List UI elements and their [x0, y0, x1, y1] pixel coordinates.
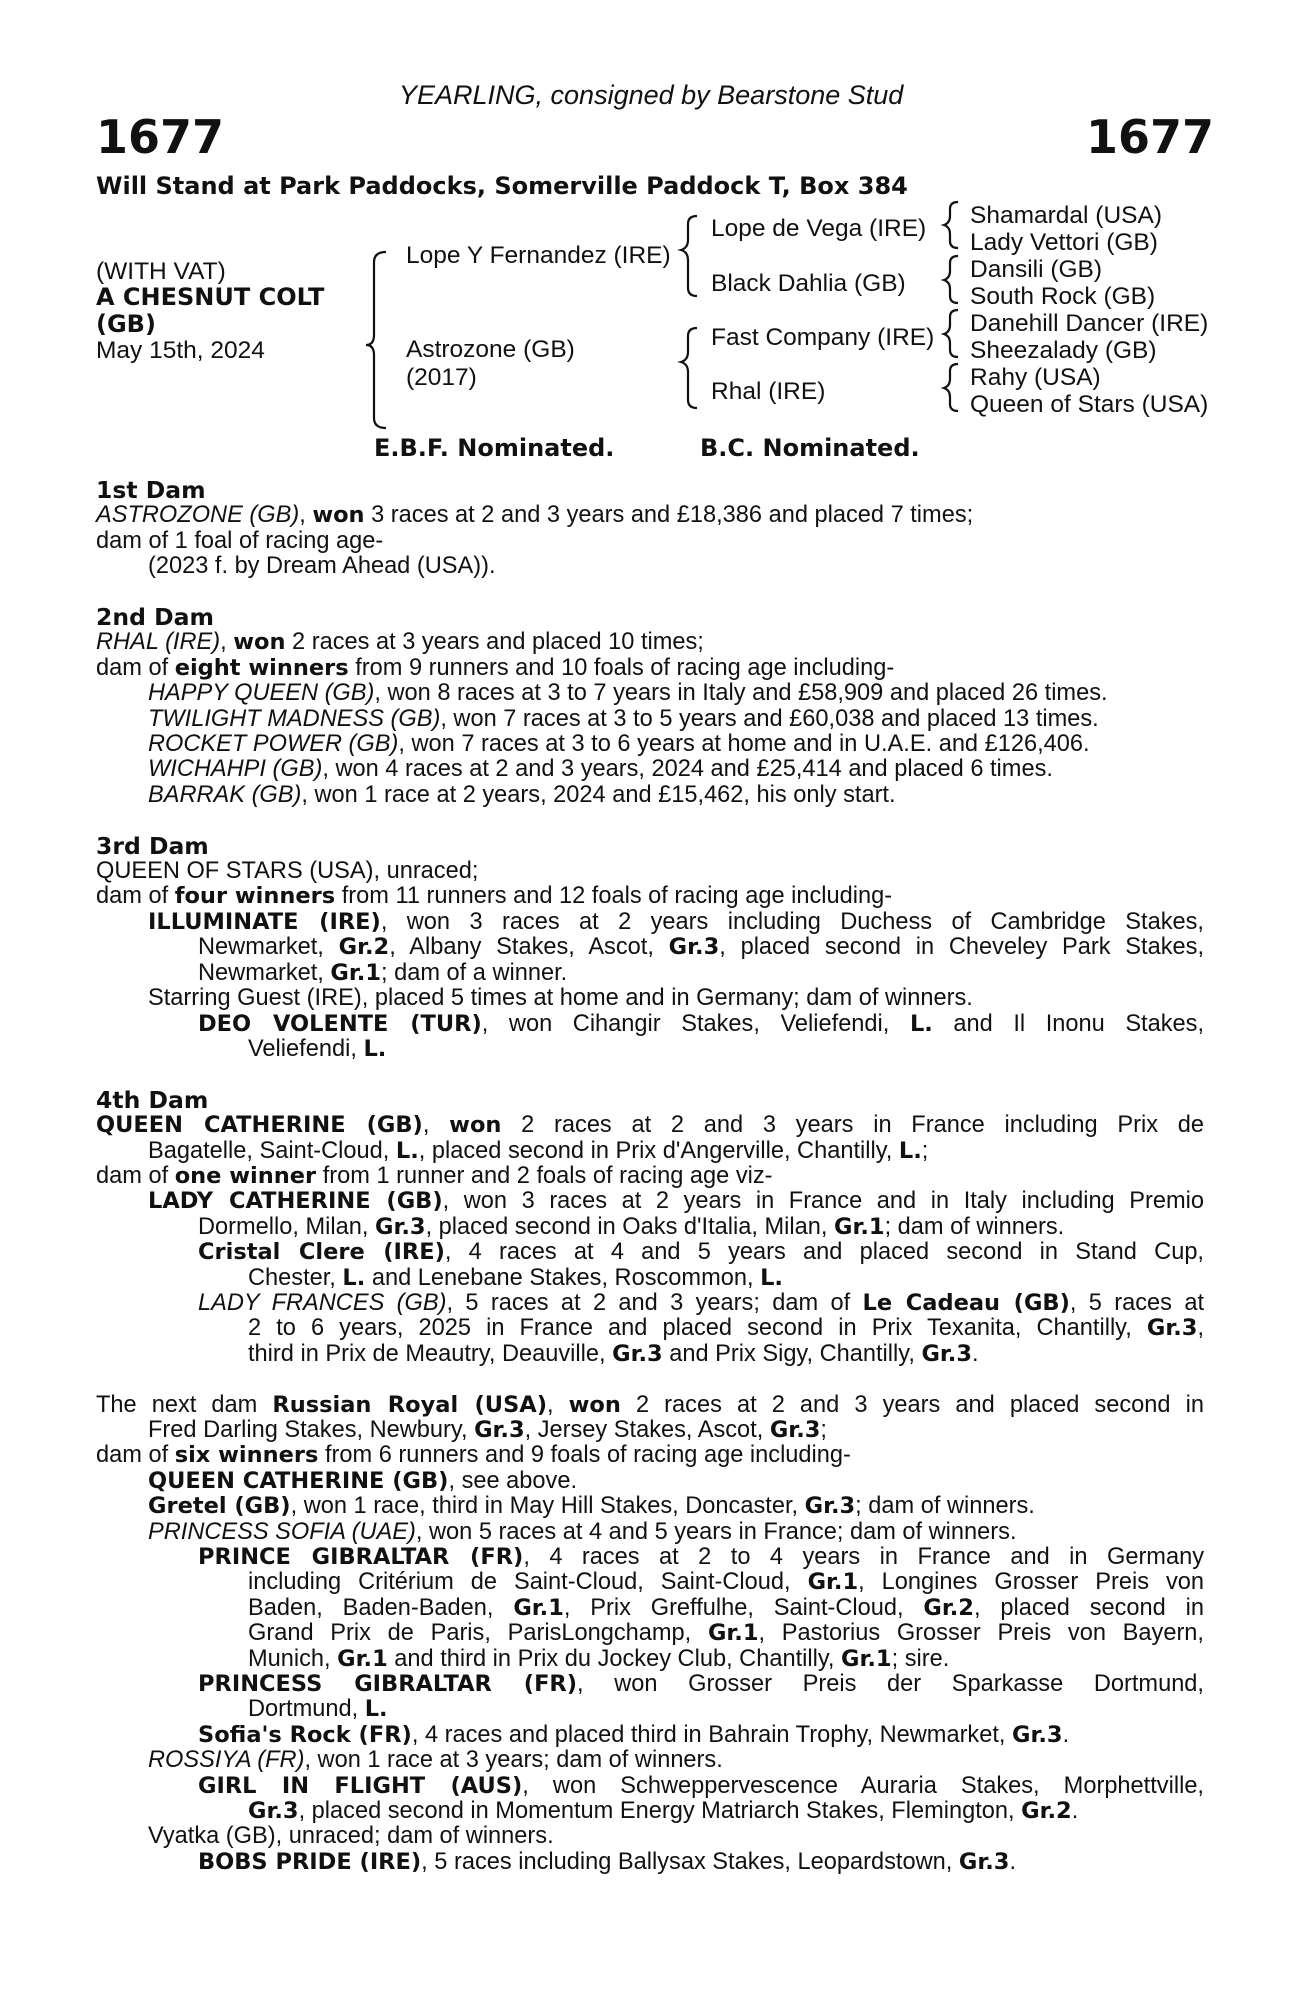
next-dam-line-cont: Fred Darling Stakes, Newbury, Gr.3, Jersey Stakes, Ascot, Gr.3;	[148, 1416, 827, 1443]
list-item: ROSSIYA (FR), won 1 race at 3 years; dam of winners.	[148, 1747, 723, 1774]
dam-dam: Rhal (IRE)	[711, 378, 826, 405]
list-item-cont: Baden, Baden-Baden, Gr.1, Prix Greffulhe, Saint-Cloud, Gr.2, placed second in	[248, 1594, 1204, 1621]
grandparent-1: Shamardal (USA)	[970, 202, 1162, 229]
list-item-cont: Gr.3, placed second in Momentum Energy Matriarch Stakes, Flemington, Gr.2.	[248, 1798, 1079, 1825]
list-item-cont: third in Prix de Meautry, Deauville, Gr.3 and Prix Sigy, Chantilly, Gr.3.	[248, 1340, 979, 1367]
horse-dob: May 15th, 2024	[96, 337, 265, 364]
horse-name-country: (GB)	[96, 310, 156, 338]
list-item: ILLUMINATE (IRE), won 3 races at 2 years including Duchess of Cambridge Stakes,	[148, 908, 1204, 935]
second-dam-line: RHAL (IRE), won 2 races at 3 years and placed 10 times;	[96, 629, 704, 656]
grandparent-3: Dansili (GB)	[970, 256, 1103, 283]
grandparent-2: Lady Vettori (GB)	[970, 229, 1158, 256]
third-dam-heading: 3rd Dam	[96, 831, 209, 860]
list-item: LADY FRANCES (GB), 5 races at 2 and 3 years; dam of Le Cadeau (GB), 5 races at	[198, 1289, 1205, 1316]
list-item-cont: Grand Prix de Paris, ParisLongchamp, Gr.1, Pastorius Grosser Preis von Bayern,	[248, 1620, 1204, 1647]
list-item: WICHAHPI (GB), won 4 races at 2 and 3 years, 2024 and £25,414 and placed 6 times.	[148, 756, 1053, 783]
fourth-dam-line: QUEEN CATHERINE (GB), won 2 races at 2 and 3 years in France including Prix de	[96, 1112, 1204, 1139]
list-item-cont: Veliefendi, L.	[248, 1035, 387, 1062]
list-item-cont: Newmarket, Gr.2, Albany Stakes, Ascot, Gr.3, placed second in Cheveley Park Stakes,	[198, 934, 1204, 961]
list-item-cont: including Critérium de Saint-Cloud, Saint-Cloud, Gr.1, Longines Grosser Preis von	[248, 1569, 1204, 1596]
dam-year: (2017)	[406, 364, 477, 391]
lot-number-left: 1677	[96, 110, 225, 164]
list-item-cont: Dortmund, L.	[248, 1696, 388, 1723]
horse-name: A CHESNUT COLT	[96, 283, 325, 311]
bc-nomination: B.C. Nominated.	[700, 434, 920, 462]
list-item-cont: Newmarket, Gr.1; dam of a winner.	[198, 959, 568, 986]
next-dam-produce: dam of six winners from 6 runners and 9 foals of racing age including-	[96, 1442, 851, 1469]
list-item: Starring Guest (IRE), placed 5 times at home and in Germany; dam of winners.	[148, 985, 973, 1012]
sire-sire: Lope de Vega (IRE)	[711, 215, 927, 242]
fourth-dam-heading: 4th Dam	[96, 1085, 209, 1114]
sire-dam: Black Dahlia (GB)	[711, 270, 906, 297]
grandparent-8: Queen of Stars (USA)	[970, 391, 1209, 418]
ebf-nomination: E.B.F. Nominated.	[374, 434, 615, 462]
sire-name: Lope Y Fernandez (IRE)	[406, 242, 671, 269]
grandparent-5: Danehill Dancer (IRE)	[970, 310, 1209, 337]
list-item: GIRL IN FLIGHT (AUS), won Schweppervescence Auraria Stakes, Morphettville,	[198, 1772, 1204, 1799]
list-item: Sofia's Rock (FR), 4 races and placed third in Bahrain Trophy, Newmarket, Gr.3.	[198, 1721, 1070, 1748]
dam-name: Astrozone (GB)	[406, 336, 575, 363]
list-item: LADY CATHERINE (GB), won 3 races at 2 years in France and in Italy including Premio	[148, 1188, 1204, 1215]
third-dam-produce: dam of four winners from 11 runners and 12 foals of racing age including-	[96, 883, 893, 910]
consignment-line: YEARLING, consigned by Bearstone Stud	[399, 80, 904, 110]
second-dam-heading: 2nd Dam	[96, 603, 214, 632]
vat-note: (WITH VAT)	[96, 258, 226, 285]
list-item: Vyatka (GB), unraced; dam of winners.	[148, 1823, 554, 1850]
stand-location: Will Stand at Park Paddocks, Somerville Paddock T, Box 384	[96, 172, 908, 200]
list-item-cont: 2 to 6 years, 2025 in France and placed second in Prix Texanita, Chantilly, Gr.3,	[248, 1315, 1204, 1342]
list-item: PRINCE GIBRALTAR (FR), 4 races at 2 to 4 years in France and in Germany	[198, 1544, 1204, 1570]
first-dam-heading: 1st Dam	[96, 476, 206, 504]
list-item-cont: Munich, Gr.1 and third in Prix du Jockey Club, Chantilly, Gr.1; sire.	[248, 1645, 950, 1672]
first-dam-foal: (2023 f. by Dream Ahead (USA)).	[148, 553, 496, 580]
next-dam-line: The next dam Russian Royal (USA), won 2 races at 2 and 3 years and placed second in	[96, 1391, 1204, 1418]
dam-sire: Fast Company (IRE)	[711, 324, 935, 351]
list-item: QUEEN CATHERINE (GB), see above.	[148, 1467, 577, 1494]
first-dam-produce: dam of 1 foal of racing age-	[96, 527, 384, 554]
list-item: Gretel (GB), won 1 race, third in May Hill Stakes, Doncaster, Gr.3; dam of winners.	[148, 1493, 1035, 1520]
list-item: HAPPY QUEEN (GB), won 8 races at 3 to 7 years in Italy and £58,909 and placed 26 times.	[148, 680, 1108, 707]
list-item: TWILIGHT MADNESS (GB), won 7 races at 3 to 5 years and £60,038 and placed 13 times.	[148, 705, 1099, 732]
lot-number-right: 1677	[1086, 110, 1215, 164]
list-item-cont: Chester, L. and Lenebane Stakes, Roscommon, L.	[248, 1264, 783, 1291]
second-dam-produce: dam of eight winners from 9 runners and 10 foals of racing age including-	[96, 654, 895, 681]
list-item: PRINCESS GIBRALTAR (FR), won Grosser Preis der Sparkasse Dortmund,	[198, 1671, 1204, 1698]
grandparent-6: Sheezalady (GB)	[970, 337, 1157, 364]
grandparent-4: South Rock (GB)	[970, 283, 1156, 310]
list-item: BARRAK (GB), won 1 race at 2 years, 2024 and £15,462, his only start.	[148, 781, 896, 808]
first-dam-line: ASTROZONE (GB), won 3 races at 2 and 3 years and £18,386 and placed 7 times;	[96, 502, 974, 529]
third-dam-line: QUEEN OF STARS (USA), unraced;	[96, 858, 479, 885]
fourth-dam-produce: dam of one winner from 1 runner and 2 foals of racing age viz-	[96, 1162, 773, 1189]
list-item: DEO VOLENTE (TUR), won Cihangir Stakes, Veliefendi, L. and Il Inonu Stakes,	[198, 1010, 1205, 1037]
list-item: Cristal Clere (IRE), 4 races at 4 and 5 years and placed second in Stand Cup,	[198, 1239, 1204, 1266]
catalogue-body	[96, 478, 1204, 1875]
grandparent-7: Rahy (USA)	[970, 364, 1101, 391]
fourth-dam-line-cont: Bagatelle, Saint-Cloud, L., placed second in Prix d'Angerville, Chantilly, L.;	[148, 1137, 929, 1164]
list-item: BOBS PRIDE (IRE), 5 races including Ballysax Stakes, Leopardstown, Gr.3.	[198, 1848, 1016, 1875]
list-item: PRINCESS SOFIA (UAE), won 5 races at 4 and 5 years in France; dam of winners.	[148, 1518, 1017, 1545]
list-item: ROCKET POWER (GB), won 7 races at 3 to 6 years at home and in U.A.E. and £126,406.	[148, 731, 1090, 758]
list-item-cont: Dormello, Milan, Gr.3, placed second in Oaks d'Italia, Milan, Gr.1; dam of winners.	[198, 1213, 1065, 1240]
